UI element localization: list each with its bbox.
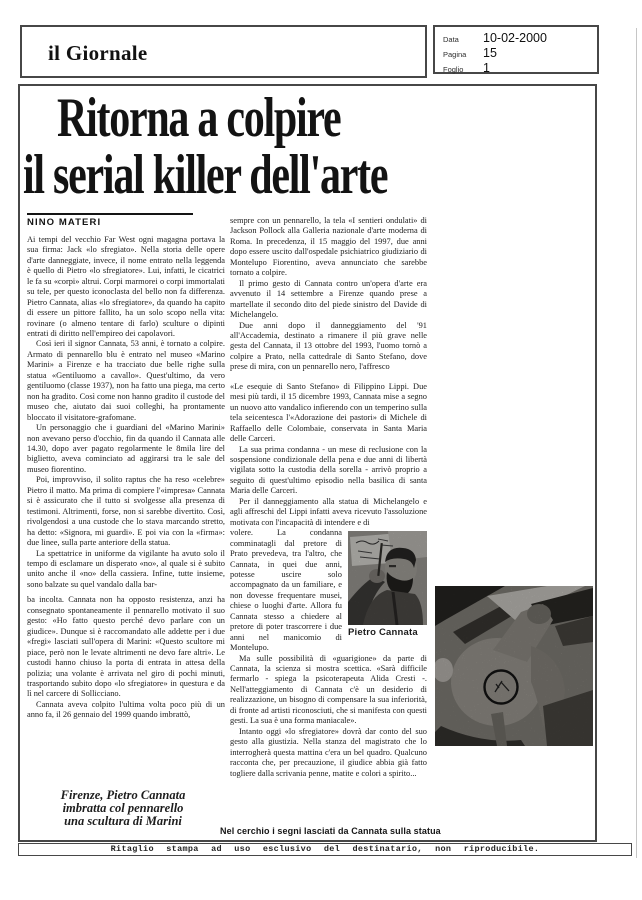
paragraph: La sua prima condanna - un mese di reclusione con la sospensione condizionale della pena e due anni di libertà vigilata sotto la custodia della sorella - arrivò proprio a seguito di quest'ultimo episodio nella basilica di santa Maria delle Carceri. <box>230 444 427 496</box>
left-photo-caption <box>42 789 204 827</box>
article-frame <box>18 84 597 842</box>
caption-line: una scultura di Marini <box>64 813 182 828</box>
paragraph: Due anni dopo il danneggiamento del '91 all'Accademia, destinato a rimanere il più grave nelle gesta del Cannata, il 13 ottobre del 1993, l'uomo tornò a colpire a Prato, nella cattedrale di Santo Stefano, dove prese di mira, con un pennarello nero, l'affresco <box>230 320 427 372</box>
meta-value-sheet: 1 <box>483 61 490 75</box>
statue-photo-caption: Nel cerchio i segni lasciati da Cannata sulla statua <box>220 826 441 836</box>
meta-row-page <box>443 46 597 60</box>
paragraph: volere. La condanna comminatagli dal pretore di Prato prevedeva, tra l'altro, che Cannata, in quei due anni, potesse uscire solo accompagnato da un familiare, e non dovesse frequentare musei, chiese o luoghi d'arte. Allora fu Cannata stesso a chiedere al pretore di poter trascorrere i due anni nel manicomio di Montelupo. <box>230 528 342 653</box>
paragraph: La spettatrice in uniforme da vigilante ha avuto solo il tempo di esclamare un disperato «no», al quale si è subito unito anche il «no» della cassiera. Infine, tutte insieme, sono balzate su quel vandalo dalla bar- <box>27 548 225 589</box>
caption-line: imbratta col pennarello <box>62 800 184 815</box>
paragraph: Un personaggio che i guardiani del «Marino Marini» non avevano perso d'occhio, fin da quando il Cannata alle 14.30, dopo aver pagato regolarmente le 8mila lire del biglietto, aveva cominciato ad aggirarsi tra le sale del museo fiorentino. <box>27 423 225 474</box>
caption-line: Firenze, Pietro Cannata <box>60 788 186 802</box>
statue-vandalized-photo <box>435 586 593 746</box>
article-column-right <box>230 216 427 779</box>
paragraph: ba incolta. Cannata non ha opposto resistenza, anzi ha consegnato spontaneamente il pennarello motivato il suo gesto: «Ho fatto questo perché devo parlare con un giudice». Dunque si è raccomandato alle addette per i due «fregi» lasciati sull'opera di Marini: «Questo scultore mi piace, però non le levate altrimenti ne devo fare altri». Le custodi hanno chiuso la porta di entrata in attesa della polizia; una volante è arrivata nel giro di pochi minuti, trasportando subito dopo «lo sfregiatore» in questura e da lì nel carcere di Sollicciano. <box>27 595 225 699</box>
cannata-portrait-figure <box>348 531 427 638</box>
paragraph: Cannata aveva colpito l'ultima volta poco più di un anno fa, il 26 gennaio del 1999 quando imbrattò, <box>27 699 225 720</box>
headline-line1: Ritorna a colpire <box>57 85 341 149</box>
meta-label-page: Pagina <box>443 49 467 59</box>
clipping-meta-box <box>433 25 599 74</box>
byline: NINO MATERI <box>27 213 193 228</box>
masthead-box <box>20 25 427 78</box>
statue-vandalized-figure <box>435 586 593 746</box>
headline-line2: il serial killer dell'arte <box>23 142 388 206</box>
meta-label-date: Data <box>443 34 459 44</box>
cannata-portrait-photo <box>348 531 427 625</box>
paragraph: sempre con un pennarello, la tela «I sentieri ondulati» di Jackson Pollock alla Galleria nazionale d'arte moderna di Roma. In precedenza, il 15 maggio del 1997, due anni dopo essere uscito dall'ospedale psichiatrico giudiziario di Montelupo Fiorentino, aveva annunciato che sarebbe tornato a colpire. <box>230 216 427 278</box>
cannata-portrait-caption: Pietro Cannata <box>348 627 418 639</box>
paragraph: Ma sulle possibilità di «guarigione» da parte di Cannata, la scienza si mostra scettica. «Sarà difficile fermarlo - spiega la psicoterapeuta Alida Cresti -. Nell'atteggiamento di Cannata c'è un desiderio di realizzazione, un bisogno di compensare la sua inferiorità, di fronte ad artisti riconosciuti, che si manifesta con questi gesti. La sua è una forma maniacale». <box>230 653 427 726</box>
paragraph: Per il danneggiamento alla statua di Michelangelo e agli affreschi del Lippi infatti aveva ricevuto l'assoluzione motivata con l'incapacità di intendere e di <box>230 496 427 527</box>
footer-disclaimer: Ritaglio stampa ad uso esclusivo del destinatario, non riproducibile. <box>110 844 540 854</box>
scan-edge-line <box>636 28 637 858</box>
newspaper-title: il Giornale <box>48 41 148 65</box>
paragraph: Poi, improvviso, il solito raptus che ha reso «celebre» Pietro il matto. Ma prima di compiere l'«impresa» Cannata si è assicurato che il tutto si svolgesse alla presenza di testimoni. Altrimenti, forse, non si sarebbe divertito. Così, rivolgendosi a una custode che lo stava marcando stretto, ha detto: «Signora, mi guardi». E poi via con la «firma»: due linee, sulla parte anteriore della statua. <box>27 475 225 548</box>
paragraph: «Le esequie di Santo Stefano» di Filippino Lippi. Due mesi più tardi, il 15 dicembre 1993, Cannata mise a segno un nuovo atto vandalico infierendo con un temperino sulla tela seicentesca l'«Adorazione dei pastori» di Michele di Raffaello delle Colombaie, conservata in Santa Maria delle Carceri. <box>230 381 427 444</box>
paragraph: Così ieri il signor Cannata, 53 anni, è tornato a colpire. Armato di pennarello blu è entrato nel museo «Marino Marini» a Firenze e ha tracciato due belle righe sulla statua «Gentiluomo a cavallo». Quest'ultimo, da vero gentiluomo (classe 1937), non ha fatto una piega, ma certo non ha gradito. Così come non hanno gradito il custode del museo che, aiutato dai suoi colleghi, ha prontamente bloccato il visitatore-grafomane. <box>27 339 225 422</box>
paragraph: Il primo gesto di Cannata contro un'opera d'arte era avvenuto il 14 settembre a Firenze quando prese a martellate il secondo dito del piede sinistro del Davide di Michelangelo. <box>230 278 427 320</box>
meta-value-date: 10-02-2000 <box>483 31 547 45</box>
meta-row-sheet <box>443 61 597 75</box>
paragraph: Intanto oggi «lo sfregiatore» dovrà dar conto del suo gesto alla giustizia. Nella stanza del magistrato che lo interrogherà questa mattina c'era un bel quadro. Qualcuno racconta che, per precauzione, il giudice abbia già fatto togliere dalla scrivania penne, matite e colori a spirito... <box>230 726 427 778</box>
meta-row-date <box>443 31 597 45</box>
meta-label-sheet: Foglio <box>443 64 464 74</box>
article-column-left <box>27 213 225 721</box>
meta-value-page: 15 <box>483 46 497 60</box>
paragraph: Ai tempi del vecchio Far West ogni magagna portava la sua firma: Jack «lo sfregiato». Nella storia delle opere d'arte danneggiate, invece, il nome entrato nella leggenda è quello di Pietro «lo sfregiatore». Lui, infatti, le cicatrici le fa su «corpi» altrui. Corpi marmorei o corpi immortalati su tele, per questo iconoclasta del bello non fa differenza. Pietro Cannata, alias «lo sfregiatore», da quando ha capito di essere un pittore fallito, ha un solo scopo nella vita: rovinare (o almeno tentare di farlo) sculture o dipinti entrati di diritto nell'empireo dei capolavori. <box>27 234 225 339</box>
footer-strip <box>18 843 632 856</box>
